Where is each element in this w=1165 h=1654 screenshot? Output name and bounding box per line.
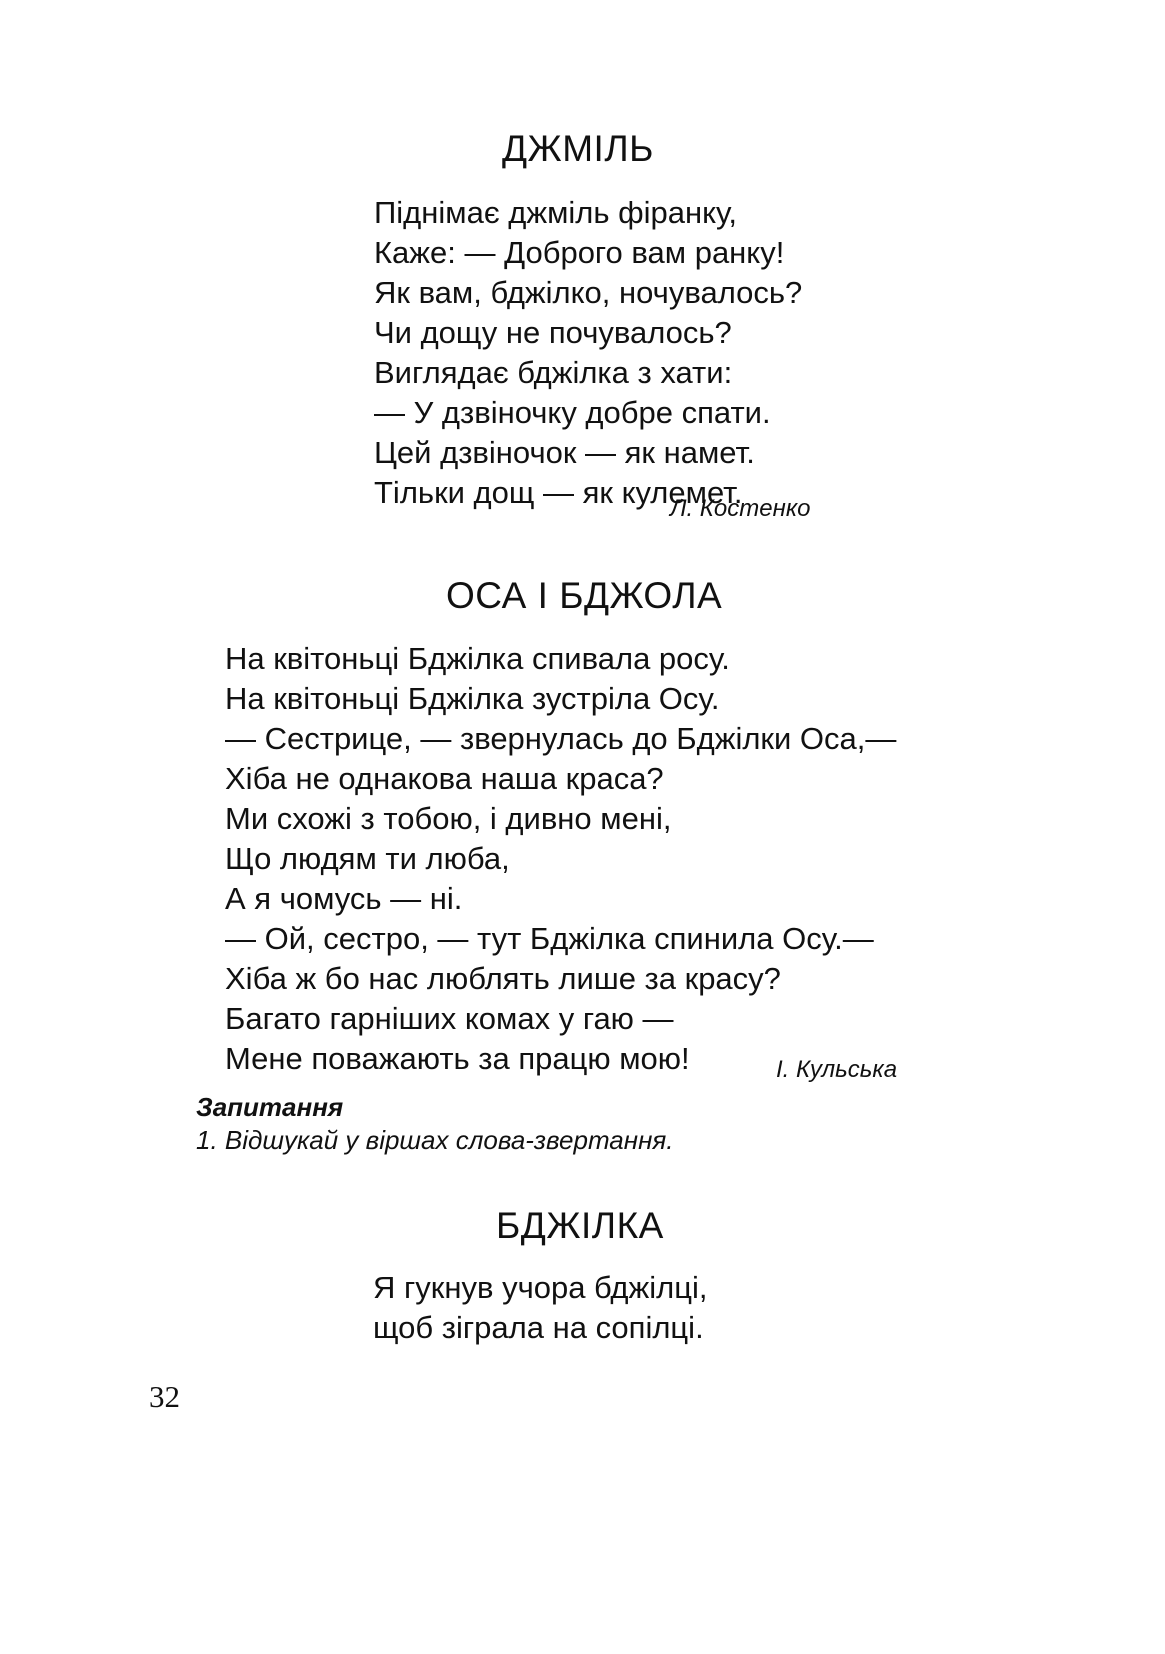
poem-line: Багато гарніших комах у гаю — xyxy=(225,1001,674,1036)
question-item: 1. Відшукай у віршах слова-звертання. xyxy=(196,1125,674,1155)
poem-title: БДЖІЛКА xyxy=(496,1205,664,1246)
poem-line: — Сестрице, — звернулась до Бджілки Оса,— xyxy=(225,721,897,756)
poem-line: Як вам, бджілко, ночувалось? xyxy=(374,275,803,310)
poem-line: Хіба ж бо нас люблять лише за красу? xyxy=(225,961,781,996)
poem-line: А я чомусь — ні. xyxy=(225,881,463,916)
poem-line: Тільки дощ — як кулемет. xyxy=(374,475,743,510)
poem-line: На квітоньці Бджілка спивала росу. xyxy=(225,641,730,676)
poem-line: Цей дзвіночок — як намет. xyxy=(374,435,755,470)
poem-line: Ми схожі з тобою, і дивно мені, xyxy=(225,801,672,836)
page-number: 32 xyxy=(149,1379,180,1414)
poem-author: І. Кульська xyxy=(776,1056,898,1083)
poem-line: Мене поважають за працю мою! xyxy=(225,1041,690,1076)
poem-stanza xyxy=(225,639,896,1079)
poem-line: Піднімає джміль фіранку, xyxy=(374,195,738,230)
poem-stanza xyxy=(374,193,802,513)
poem-line: — Ой, сестро, — тут Бджілка спинила Осу.— xyxy=(225,921,874,956)
questions-heading: Запитання xyxy=(196,1092,344,1122)
poem-stanza xyxy=(373,1268,707,1348)
poem-line: щоб зіграла на сопілці. xyxy=(373,1310,704,1345)
poem-line: Що людям ти люба, xyxy=(225,841,510,876)
poem-line: Хіба не однакова наша краса? xyxy=(225,761,664,796)
poem-author: Л. Костенко xyxy=(670,495,811,522)
poem-title: ОСА І БДЖОЛА xyxy=(446,575,723,616)
poem-title: ДЖМІЛЬ xyxy=(502,128,654,169)
poem-line: На квітоньці Бджілка зустріла Осу. xyxy=(225,681,720,716)
poem-line: Я гукнув учора бджілці, xyxy=(373,1270,708,1305)
poem-line: — У дзвіночку добре спати. xyxy=(374,395,771,430)
poem-line: Чи дощу не почувалось? xyxy=(374,315,732,350)
poem-line: Каже: — Доброго вам ранку! xyxy=(374,235,785,270)
poem-line: Виглядає бджілка з хати: xyxy=(374,355,733,390)
